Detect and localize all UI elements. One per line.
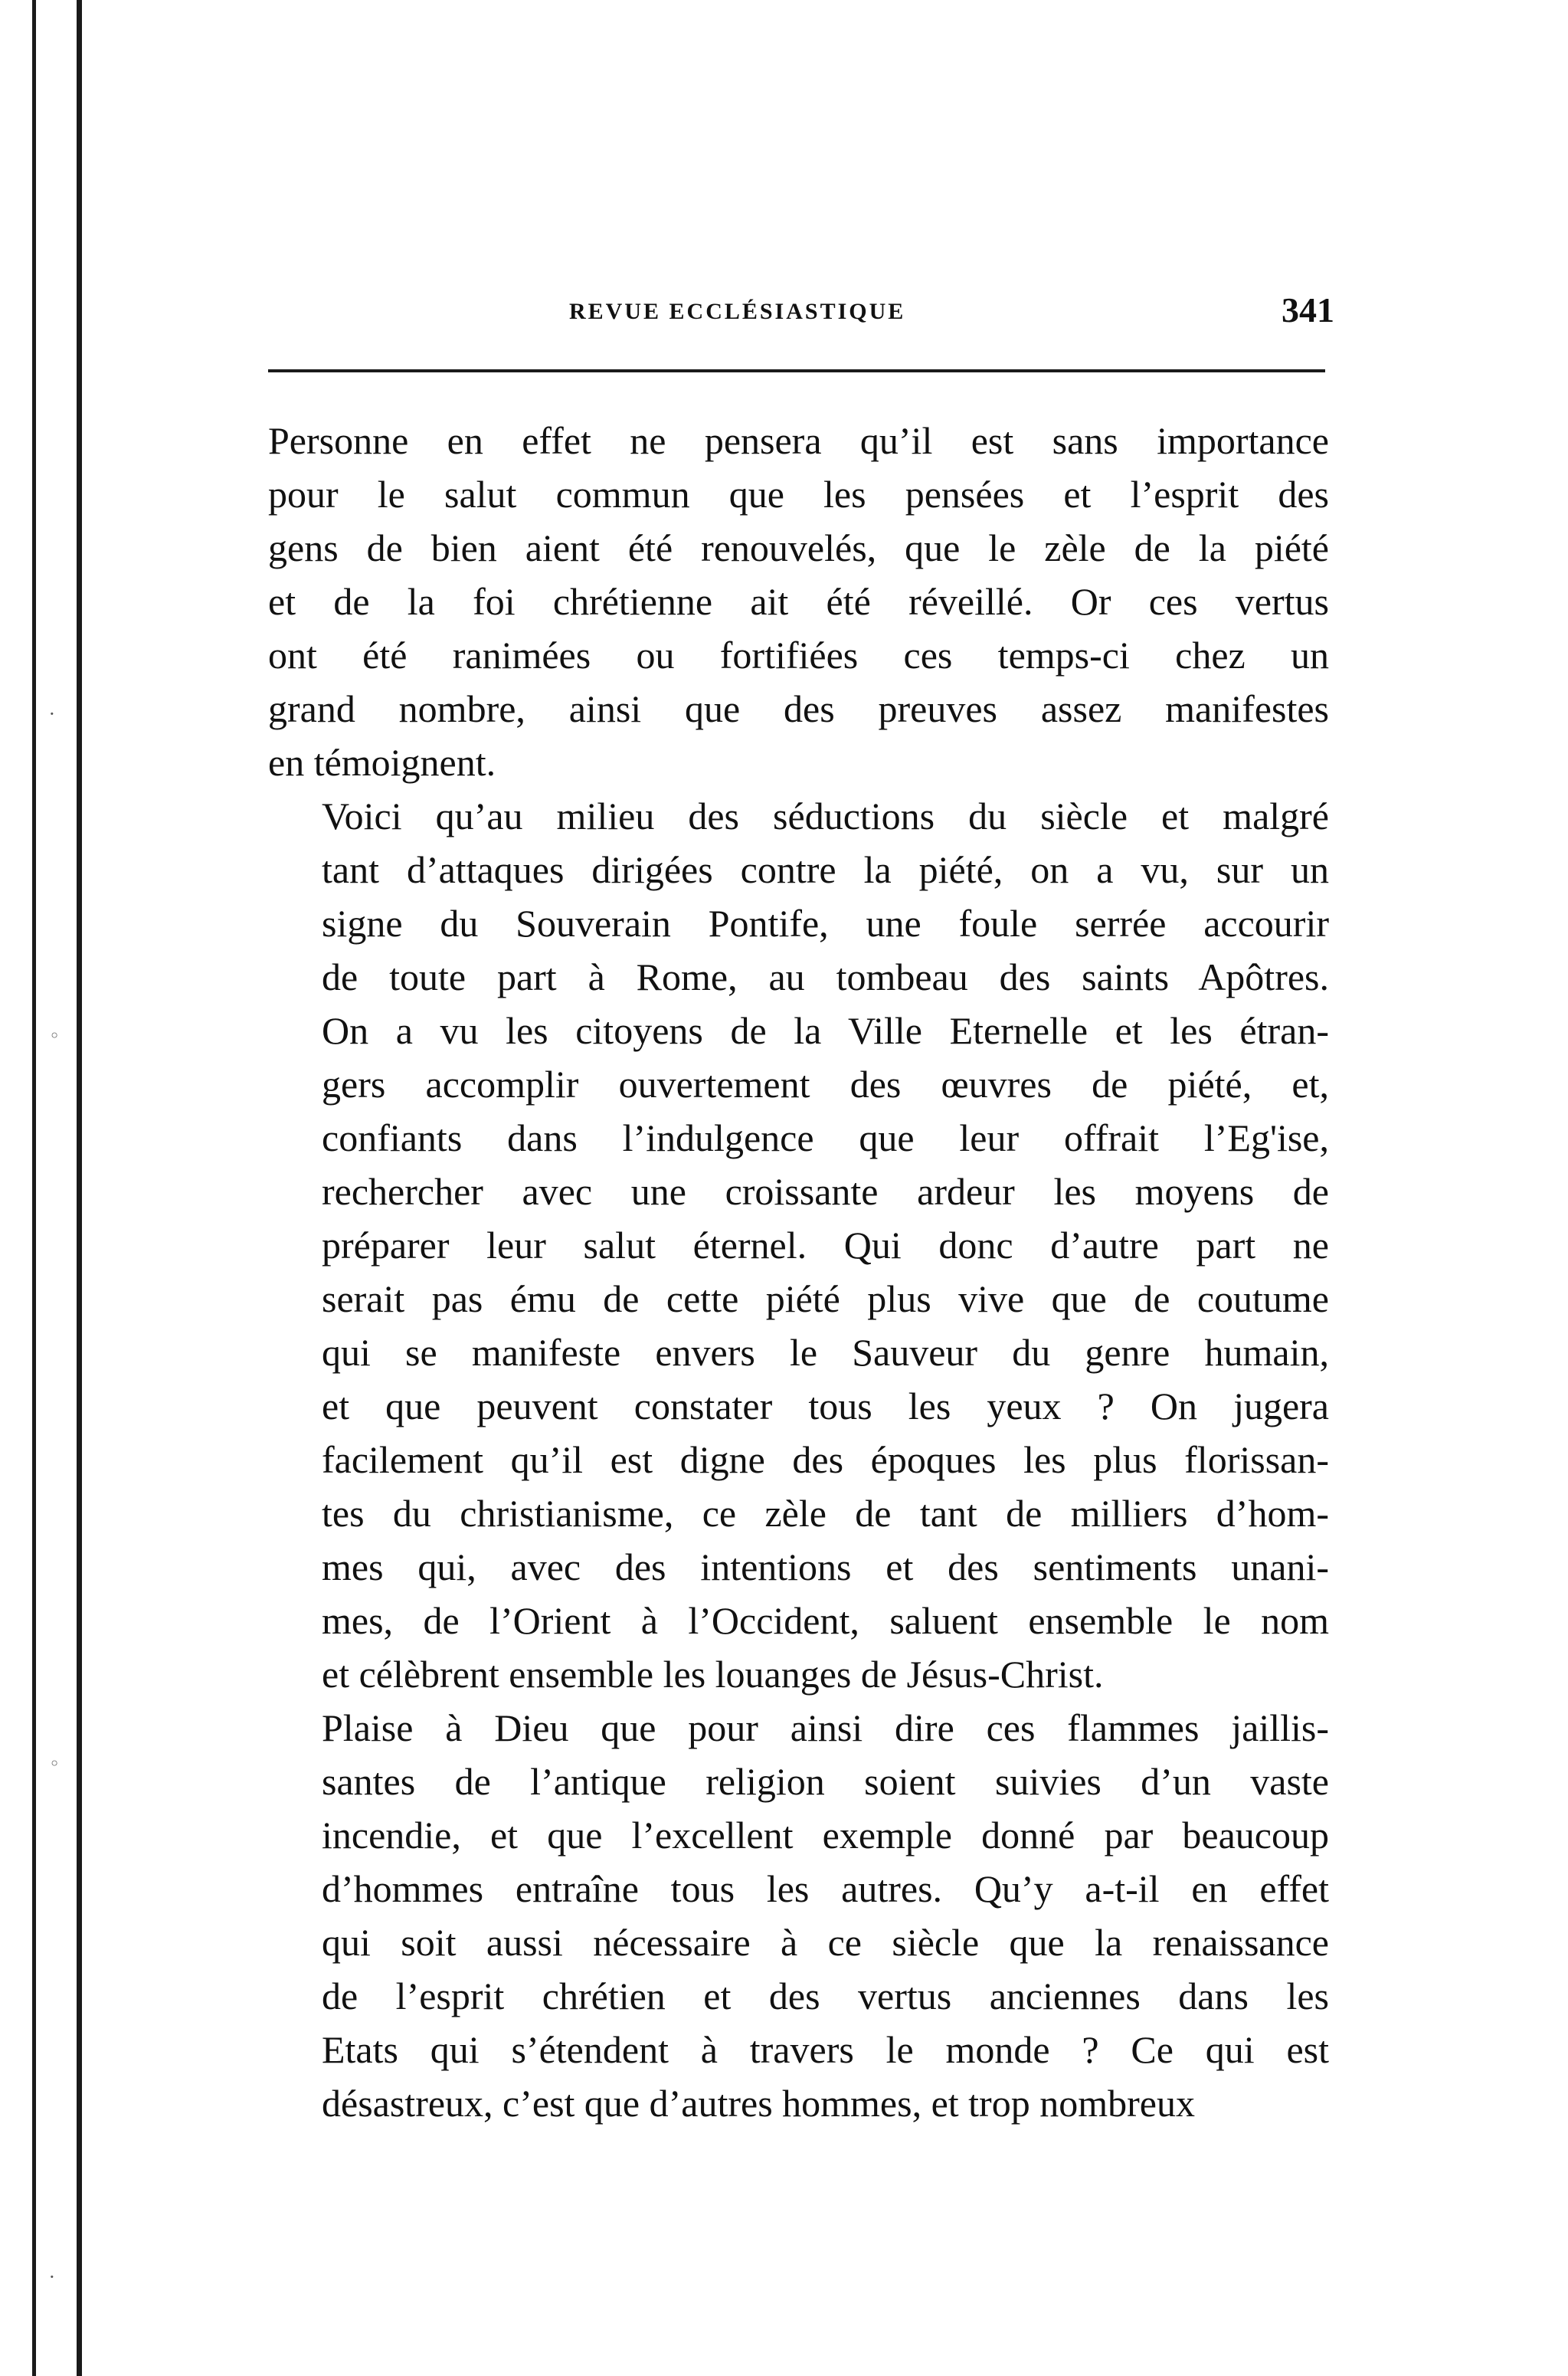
binding-edge-line: [32, 0, 36, 2376]
text-line: en témoignent.: [268, 741, 496, 784]
binding-edge-line: [77, 0, 82, 2376]
paragraph: [268, 414, 1329, 789]
text-line: Plaise à Dieu que pour ainsi dire ces flammes jaillis-: [322, 1706, 1329, 1749]
text-line: qui se manifeste envers le Sauveur du genre humain,: [322, 1331, 1329, 1374]
text-line: serait pas ému de cette piété plus vive que de coutume: [322, 1277, 1329, 1320]
text-line: confiants dans l’indulgence que leur offrait l’Eg'ise,: [322, 1116, 1329, 1159]
text-line: tes du christianisme, ce zèle de tant de milliers d’hom-: [322, 1492, 1329, 1535]
text-line: grand nombre, ainsi que des preuves assez manifestes: [268, 687, 1329, 730]
gutter-mark: ◦: [49, 1753, 61, 1775]
text-line: facilement qu’il est digne des époques les plus florissan-: [322, 1438, 1329, 1481]
text-line: et que peuvent constater tous les yeux ? On jugera: [322, 1385, 1329, 1427]
text-line: désastreux, c’est que d’autres hommes, et trop nombreux: [322, 2082, 1195, 2125]
text-line: pour le salut commun que les pensées et l’esprit des: [268, 473, 1329, 516]
running-head-title: REVUE ECCLÉSIASTIQUE: [569, 299, 906, 324]
header-rule: [268, 369, 1325, 372]
text-line: incendie, et que l’excellent exemple donné par beaucoup: [322, 1814, 1329, 1857]
running-head: [267, 290, 1334, 336]
text-line: qui soit aussi nécessaire à ce siècle que la renaissance: [322, 1921, 1329, 1964]
text-line: Personne en effet ne pensera qu’il est sans importance: [268, 419, 1329, 462]
text-line: rechercher avec une croissante ardeur les moyens de: [322, 1170, 1329, 1213]
text-line: mes qui, avec des intentions et des sentiments unani-: [322, 1545, 1329, 1588]
text-line: mes, de l’Orient à l’Occident, saluent ensemble le nom: [322, 1599, 1329, 1642]
text-line: signe du Souverain Pontife, une foule serrée accourir: [322, 902, 1329, 945]
gutter-mark: ◦: [49, 1025, 61, 1047]
gutter-mark: ·: [49, 2266, 55, 2288]
text-line: et célèbrent ensemble les louanges de Jésus-Christ.: [322, 1653, 1104, 1696]
text-line: de l’esprit chrétien et des vertus anciennes dans les: [322, 1975, 1329, 2017]
text-line: et de la foi chrétienne ait été réveillé. Or ces vertus: [268, 580, 1329, 623]
text-line: Voici qu’au milieu des séductions du siècle et malgré: [322, 795, 1329, 837]
text-line: préparer leur salut éternel. Qui donc d’autre part ne: [322, 1224, 1329, 1267]
paragraph: [268, 789, 1329, 1701]
gutter-mark: ·: [49, 703, 55, 725]
page-number: 341: [1282, 290, 1334, 329]
text-line: ont été ranimées ou fortifiées ces temps-ci chez un: [268, 634, 1329, 677]
body-text: [268, 414, 1329, 2130]
text-line: de toute part à Rome, au tombeau des saints Apôtres.: [322, 955, 1329, 998]
paragraph: [268, 1701, 1329, 2130]
text-line: santes de l’antique religion soient suivies d’un vaste: [322, 1760, 1329, 1803]
text-line: tant d’attaques dirigées contre la piété, on a vu, sur un: [322, 848, 1329, 891]
text-line: gens de bien aient été renouvelés, que le zèle de la piété: [268, 526, 1329, 569]
text-line: On a vu les citoyens de la Ville Eternelle et les étran-: [322, 1009, 1329, 1052]
text-line: gers accomplir ouvertement des œuvres de piété, et,: [322, 1063, 1329, 1106]
text-line: Etats qui s’étendent à travers le monde ? Ce qui est: [322, 2028, 1329, 2071]
text-line: d’hommes entraîne tous les autres. Qu’y a-t-il en effet: [322, 1867, 1329, 1910]
